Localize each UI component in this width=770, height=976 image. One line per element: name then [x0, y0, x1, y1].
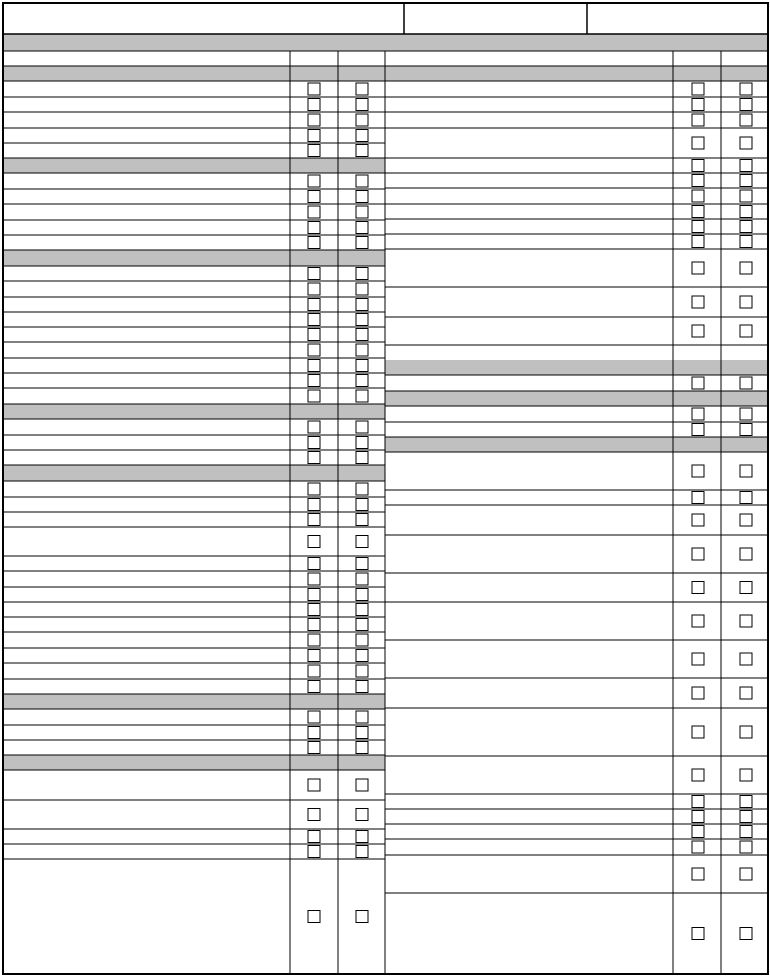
right-checkbox-a[interactable]	[692, 615, 704, 627]
right-checkbox-a[interactable]	[692, 160, 704, 172]
left-checkbox-a[interactable]	[308, 634, 320, 646]
left-checkbox-a[interactable]	[308, 846, 320, 858]
left-checkbox-b[interactable]	[356, 145, 368, 157]
right-checkbox-b[interactable]	[740, 615, 752, 627]
right-item-row[interactable]	[385, 505, 673, 535]
left-checkbox-b[interactable]	[356, 483, 368, 495]
right-checkbox-a[interactable]	[692, 114, 704, 126]
right-checkbox-a[interactable]	[692, 769, 704, 781]
left-checkbox-a[interactable]	[308, 619, 320, 631]
left-checkbox-a[interactable]	[308, 483, 320, 495]
left-checkbox-a[interactable]	[308, 514, 320, 526]
right-item-row[interactable]	[385, 234, 673, 249]
right-checkbox-b[interactable]	[740, 868, 752, 880]
left-item-row[interactable]	[3, 450, 290, 465]
left-item-row[interactable]	[3, 617, 290, 632]
right-item-row[interactable]	[385, 640, 673, 678]
left-checkbox-a[interactable]	[308, 911, 320, 923]
left-checkbox-a[interactable]	[308, 114, 320, 126]
right-item-row[interactable]	[385, 375, 673, 391]
left-item-row[interactable]	[3, 266, 290, 281]
left-item-row[interactable]	[3, 358, 290, 373]
right-item-row[interactable]	[385, 794, 673, 809]
left-item-row[interactable]	[3, 342, 290, 358]
left-checkbox-b[interactable]	[356, 650, 368, 662]
left-checkbox-a[interactable]	[308, 650, 320, 662]
left-item-row[interactable]	[3, 327, 290, 342]
left-checkbox-b[interactable]	[356, 83, 368, 95]
left-checkbox-a[interactable]	[308, 536, 320, 548]
right-item-row[interactable]	[385, 809, 673, 824]
header-field-2[interactable]	[404, 3, 587, 34]
left-checkbox-a[interactable]	[308, 329, 320, 341]
right-item-row[interactable]	[385, 756, 673, 794]
right-item-row[interactable]	[385, 893, 673, 974]
left-checkbox-a[interactable]	[308, 145, 320, 157]
left-checkbox-b[interactable]	[356, 589, 368, 601]
left-checkbox-b[interactable]	[356, 604, 368, 616]
left-checkbox-a[interactable]	[308, 437, 320, 449]
left-checkbox-b[interactable]	[356, 727, 368, 739]
right-checkbox-b[interactable]	[740, 325, 752, 337]
left-checkbox-b[interactable]	[356, 558, 368, 570]
right-checkbox-a[interactable]	[692, 325, 704, 337]
left-item-row[interactable]	[3, 663, 290, 679]
form-title-field[interactable]	[3, 3, 404, 34]
left-item-row[interactable]	[3, 373, 290, 388]
left-item-row[interactable]	[3, 844, 290, 859]
right-item-row[interactable]	[385, 602, 673, 640]
right-checkbox-a[interactable]	[692, 377, 704, 389]
left-checkbox-a[interactable]	[308, 499, 320, 511]
right-checkbox-b[interactable]	[740, 206, 752, 218]
right-item-row[interactable]	[385, 97, 673, 112]
left-section-heading-3	[3, 250, 385, 266]
right-checkbox-b[interactable]	[740, 687, 752, 699]
left-item-row[interactable]	[3, 512, 290, 527]
right-checkbox-a[interactable]	[692, 796, 704, 808]
left-checkbox-b[interactable]	[356, 375, 368, 387]
right-checkbox-b[interactable]	[740, 826, 752, 838]
left-section-heading-6	[3, 694, 385, 709]
left-item-row[interactable]	[3, 235, 290, 250]
left-checkbox-b[interactable]	[356, 130, 368, 142]
right-section-heading-2	[385, 360, 768, 375]
right-item-row[interactable]	[385, 490, 673, 505]
left-checkbox-a[interactable]	[308, 283, 320, 295]
right-checkbox-a[interactable]	[692, 928, 704, 940]
left-checkbox-a[interactable]	[308, 604, 320, 616]
left-item-row[interactable]	[3, 829, 290, 844]
left-checkbox-a[interactable]	[308, 665, 320, 677]
left-item-row[interactable]	[3, 143, 290, 158]
left-section-heading-5	[3, 465, 385, 481]
right-item-row[interactable]	[385, 708, 673, 756]
right-checkbox-b[interactable]	[740, 221, 752, 233]
left-checkbox-b[interactable]	[356, 283, 368, 295]
left-checkbox-a[interactable]	[308, 727, 320, 739]
right-checkbox-b[interactable]	[740, 841, 752, 853]
right-checkbox-b[interactable]	[740, 236, 752, 248]
left-checkbox-a[interactable]	[308, 452, 320, 464]
left-checkbox-b[interactable]	[356, 911, 368, 923]
right-item-row[interactable]	[385, 452, 673, 490]
right-item-row[interactable]	[385, 406, 673, 422]
left-checkbox-b[interactable]	[356, 831, 368, 843]
right-checkbox-a[interactable]	[692, 548, 704, 560]
right-checkbox-a[interactable]	[692, 514, 704, 526]
left-checkbox-b[interactable]	[356, 573, 368, 585]
left-item-row[interactable]	[3, 497, 290, 512]
right-checkbox-a[interactable]	[692, 826, 704, 838]
left-checkbox-a[interactable]	[308, 83, 320, 95]
right-checkbox-a[interactable]	[692, 811, 704, 823]
left-checkbox-a[interactable]	[308, 779, 320, 791]
left-checkbox-a[interactable]	[308, 344, 320, 356]
left-checkbox-b[interactable]	[356, 536, 368, 548]
right-checkbox-b[interactable]	[740, 726, 752, 738]
left-checkbox-b[interactable]	[356, 237, 368, 249]
right-item-row[interactable]	[385, 317, 673, 345]
right-checkbox-a[interactable]	[692, 582, 704, 594]
left-checkbox-b[interactable]	[356, 499, 368, 511]
right-checkbox-a[interactable]	[692, 190, 704, 202]
left-checkbox-a[interactable]	[308, 299, 320, 311]
left-item-row[interactable]	[3, 800, 290, 829]
left-checkbox-a[interactable]	[308, 421, 320, 433]
right-checkbox-a[interactable]	[692, 841, 704, 853]
left-checkbox-a[interactable]	[308, 237, 320, 249]
right-checkbox-a[interactable]	[692, 175, 704, 187]
right-checkbox-b[interactable]	[740, 83, 752, 95]
left-item-row[interactable]	[3, 128, 290, 143]
header-field-3[interactable]	[587, 3, 768, 34]
left-checkbox-a[interactable]	[308, 314, 320, 326]
right-checkbox-b[interactable]	[740, 262, 752, 274]
left-item-row[interactable]	[3, 204, 290, 220]
left-checkbox-b[interactable]	[356, 329, 368, 341]
left-checkbox-a[interactable]	[308, 589, 320, 601]
left-item-row[interactable]	[3, 632, 290, 648]
left-checkbox-b[interactable]	[356, 268, 368, 280]
right-checkbox-b[interactable]	[740, 377, 752, 389]
left-checkbox-b[interactable]	[356, 809, 368, 821]
right-checkbox-b[interactable]	[740, 811, 752, 823]
left-checkbox-b[interactable]	[356, 114, 368, 126]
left-checkbox-a[interactable]	[308, 130, 320, 142]
left-checkbox-a[interactable]	[308, 175, 320, 187]
left-item-row[interactable]	[3, 297, 290, 312]
right-section-heading-3	[385, 391, 768, 406]
left-section-heading-2	[3, 158, 385, 173]
left-section-heading-4	[3, 404, 385, 419]
left-checkbox-b[interactable]	[356, 175, 368, 187]
right-checkbox-b[interactable]	[740, 137, 752, 149]
left-item-row[interactable]	[3, 435, 290, 450]
right-checkbox-a[interactable]	[692, 465, 704, 477]
left-item-row[interactable]	[3, 556, 290, 571]
left-checkbox-a[interactable]	[308, 573, 320, 585]
left-checkbox-b[interactable]	[356, 99, 368, 111]
left-checkbox-b[interactable]	[356, 779, 368, 791]
right-checkbox-a[interactable]	[692, 206, 704, 218]
right-checkbox-b[interactable]	[740, 175, 752, 187]
left-item-row[interactable]	[3, 587, 290, 602]
left-item-row[interactable]	[3, 709, 290, 725]
left-checkbox-a[interactable]	[308, 268, 320, 280]
left-item-row[interactable]	[3, 527, 290, 556]
right-checkbox-a[interactable]	[692, 687, 704, 699]
left-checkbox-b[interactable]	[356, 390, 368, 402]
left-item-row[interactable]	[3, 220, 290, 235]
left-section-heading-1	[3, 66, 385, 81]
left-checkbox-b[interactable]	[356, 191, 368, 203]
right-checkbox-b[interactable]	[740, 465, 752, 477]
left-checkbox-a[interactable]	[308, 681, 320, 693]
right-item-row[interactable]	[385, 422, 673, 437]
left-checkbox-a[interactable]	[308, 99, 320, 111]
right-checkbox-b[interactable]	[740, 408, 752, 420]
right-item-row[interactable]	[385, 173, 673, 188]
left-checkbox-a[interactable]	[308, 390, 320, 402]
right-checkbox-b[interactable]	[740, 99, 752, 111]
right-checkbox-b[interactable]	[740, 928, 752, 940]
right-item-row[interactable]	[385, 287, 673, 317]
right-checkbox-b[interactable]	[740, 190, 752, 202]
left-item-row[interactable]	[3, 571, 290, 587]
right-checkbox-a[interactable]	[692, 137, 704, 149]
left-item-row[interactable]	[3, 481, 290, 497]
left-checkbox-b[interactable]	[356, 314, 368, 326]
right-checkbox-b[interactable]	[740, 796, 752, 808]
right-checkbox-b[interactable]	[740, 296, 752, 308]
right-checkbox-a[interactable]	[692, 296, 704, 308]
right-checkbox-b[interactable]	[740, 582, 752, 594]
left-checkbox-b[interactable]	[356, 299, 368, 311]
left-checkbox-b[interactable]	[356, 344, 368, 356]
left-checkbox-a[interactable]	[308, 558, 320, 570]
right-checkbox-b[interactable]	[740, 769, 752, 781]
right-checkbox-a[interactable]	[692, 83, 704, 95]
right-checkbox-a[interactable]	[692, 99, 704, 111]
right-checkbox-a[interactable]	[692, 424, 704, 436]
right-checkbox-a[interactable]	[692, 262, 704, 274]
left-item-row[interactable]	[3, 97, 290, 112]
right-checkbox-b[interactable]	[740, 114, 752, 126]
left-item-row[interactable]	[3, 173, 290, 189]
right-checkbox-b[interactable]	[740, 514, 752, 526]
left-checkbox-a[interactable]	[308, 191, 320, 203]
top-band	[3, 34, 768, 51]
left-item-row[interactable]	[3, 770, 290, 800]
left-checkbox-b[interactable]	[356, 711, 368, 723]
left-checkbox-b[interactable]	[356, 437, 368, 449]
left-item-row[interactable]	[3, 112, 290, 128]
left-checkbox-b[interactable]	[356, 846, 368, 858]
left-checkbox-b[interactable]	[356, 681, 368, 693]
right-item-row[interactable]	[385, 81, 673, 97]
right-checkbox-b[interactable]	[740, 492, 752, 504]
right-checkbox-b[interactable]	[740, 160, 752, 172]
right-item-row[interactable]	[385, 112, 673, 128]
left-checkbox-b[interactable]	[356, 360, 368, 372]
left-checkbox-a[interactable]	[308, 742, 320, 754]
right-item-row[interactable]	[385, 855, 673, 893]
left-checkbox-b[interactable]	[356, 222, 368, 234]
right-section-heading-4	[385, 437, 768, 452]
right-checkbox-a[interactable]	[692, 221, 704, 233]
left-checkbox-b[interactable]	[356, 514, 368, 526]
right-checkbox-a[interactable]	[692, 492, 704, 504]
right-item-row[interactable]	[385, 573, 673, 602]
right-section-heading-1	[385, 66, 768, 81]
left-checkbox-a[interactable]	[308, 375, 320, 387]
right-checkbox-a[interactable]	[692, 408, 704, 420]
left-checkbox-b[interactable]	[356, 634, 368, 646]
right-item-row[interactable]	[385, 678, 673, 708]
right-checkbox-a[interactable]	[692, 868, 704, 880]
right-item-row[interactable]	[385, 535, 673, 573]
left-item-row[interactable]	[3, 679, 290, 694]
left-item-row[interactable]	[3, 189, 290, 204]
right-checkbox-a[interactable]	[692, 726, 704, 738]
left-item-row[interactable]	[3, 725, 290, 740]
left-item-row[interactable]	[3, 312, 290, 327]
right-checkbox-b[interactable]	[740, 424, 752, 436]
left-item-row[interactable]	[3, 602, 290, 617]
left-item-row[interactable]	[3, 281, 290, 297]
left-checkbox-b[interactable]	[356, 206, 368, 218]
left-item-row[interactable]	[3, 648, 290, 663]
right-item-row[interactable]	[385, 158, 673, 173]
right-item-row[interactable]	[385, 188, 673, 204]
right-item-row[interactable]	[385, 204, 673, 219]
left-item-row[interactable]	[3, 419, 290, 435]
right-item-row[interactable]	[385, 219, 673, 234]
left-item-row[interactable]	[3, 740, 290, 755]
right-checkbox-a[interactable]	[692, 236, 704, 248]
left-checkbox-b[interactable]	[356, 452, 368, 464]
left-checkbox-a[interactable]	[308, 360, 320, 372]
left-checkbox-b[interactable]	[356, 421, 368, 433]
left-checkbox-b[interactable]	[356, 742, 368, 754]
left-checkbox-b[interactable]	[356, 665, 368, 677]
right-checkbox-b[interactable]	[740, 653, 752, 665]
right-checkbox-a[interactable]	[692, 653, 704, 665]
left-item-row[interactable]	[3, 81, 290, 97]
left-checkbox-b[interactable]	[356, 619, 368, 631]
left-item-row[interactable]	[3, 859, 290, 974]
right-item-row[interactable]	[385, 249, 673, 287]
right-checkbox-b[interactable]	[740, 548, 752, 560]
left-checkbox-a[interactable]	[308, 222, 320, 234]
left-item-row[interactable]	[3, 388, 290, 404]
left-checkbox-a[interactable]	[308, 206, 320, 218]
left-checkbox-a[interactable]	[308, 809, 320, 821]
right-item-row[interactable]	[385, 824, 673, 839]
left-checkbox-a[interactable]	[308, 831, 320, 843]
right-item-row[interactable]	[385, 128, 673, 158]
left-checkbox-a[interactable]	[308, 711, 320, 723]
right-item-row[interactable]	[385, 839, 673, 855]
left-section-heading-7	[3, 755, 385, 770]
